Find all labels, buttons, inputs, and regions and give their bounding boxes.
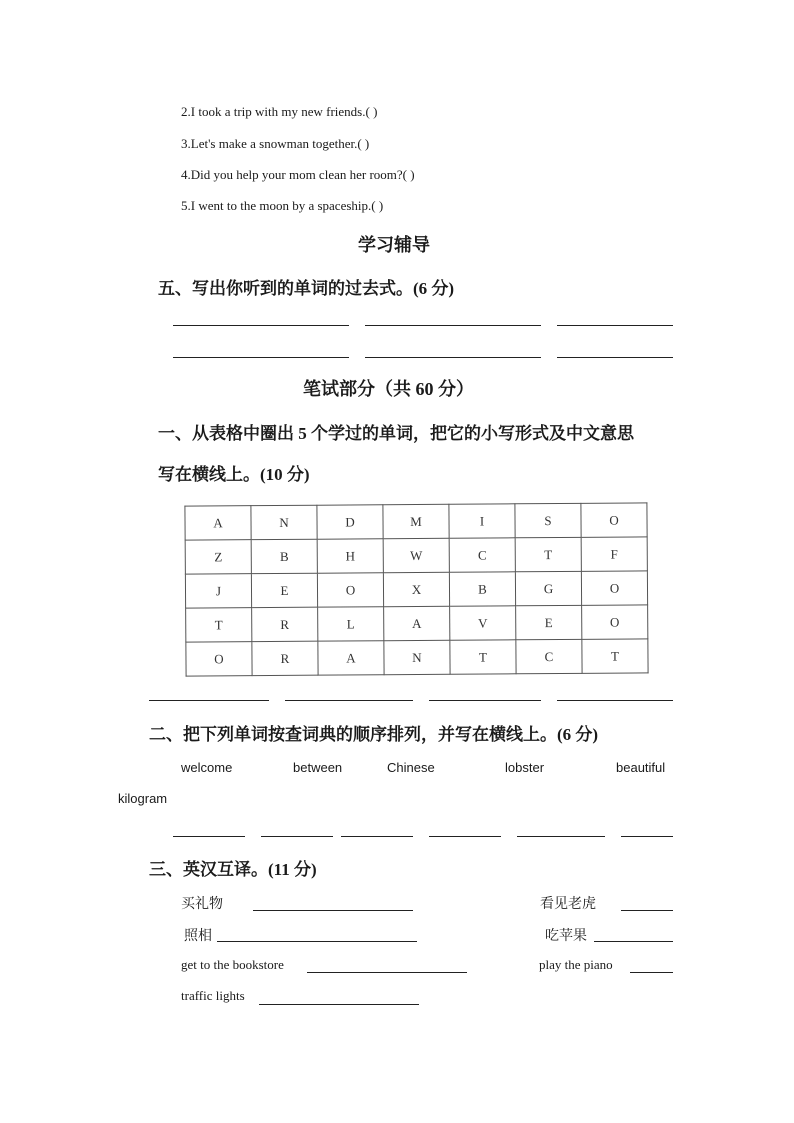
q2-word: between: [293, 760, 343, 775]
grid-cell[interactable]: E: [516, 605, 582, 639]
q2-word: kilogram: [118, 791, 168, 806]
answer-line[interactable]: [365, 325, 541, 326]
answer-line[interactable]: [173, 836, 245, 837]
answer-line[interactable]: [217, 941, 417, 942]
grid-cell[interactable]: T: [515, 537, 581, 571]
translate-item: get to the bookstore: [181, 957, 284, 972]
answer-line[interactable]: [259, 1004, 419, 1005]
translate-item: 吃苹果: [545, 929, 587, 944]
grid-row: [186, 639, 648, 676]
answer-line[interactable]: [594, 941, 673, 942]
grid-cell[interactable]: W: [383, 538, 449, 572]
q2-heading: 二、把下列单词按查词典的顺序排列，并写在横线上。(6 分): [149, 725, 599, 744]
grid-cell[interactable]: T: [582, 639, 648, 673]
section-title-study: 学习辅导: [358, 235, 430, 255]
answer-line[interactable]: [253, 910, 413, 911]
grid-row: [185, 503, 647, 540]
grid-cell[interactable]: O: [581, 571, 647, 605]
grid-cell[interactable]: E: [251, 573, 317, 607]
grid-row: [185, 571, 647, 608]
answer-line[interactable]: [557, 700, 673, 701]
grid-cell[interactable]: S: [515, 503, 581, 537]
grid-cell[interactable]: R: [252, 607, 318, 641]
answer-line[interactable]: [429, 700, 541, 701]
letter-grid: [184, 502, 648, 676]
grid-row: [186, 605, 648, 642]
grid-cell[interactable]: B: [251, 539, 317, 573]
answer-line[interactable]: [557, 357, 673, 358]
grid-cell[interactable]: H: [317, 539, 383, 573]
answer-line[interactable]: [621, 910, 673, 911]
grid-cell[interactable]: A: [318, 641, 384, 675]
grid-cell[interactable]: L: [318, 607, 384, 641]
translate-item: play the piano: [539, 957, 613, 972]
answer-line[interactable]: [173, 325, 349, 326]
answer-line[interactable]: [261, 836, 333, 837]
grid-cell[interactable]: F: [581, 537, 647, 571]
answer-line[interactable]: [285, 700, 413, 701]
q1-heading-line2: 写在横线上。(10 分): [158, 465, 310, 484]
written-part-title: 笔试部分（共 60 分）: [303, 379, 474, 399]
answer-line[interactable]: [307, 972, 467, 973]
answer-line[interactable]: [341, 836, 413, 837]
grid-cell[interactable]: O: [186, 642, 252, 676]
grid-cell[interactable]: G: [515, 571, 581, 605]
answer-line[interactable]: [517, 836, 605, 837]
grid-cell[interactable]: O: [581, 503, 647, 537]
translate-item: traffic lights: [181, 988, 245, 1003]
answer-line[interactable]: [557, 325, 673, 326]
grid-cell[interactable]: N: [384, 640, 450, 674]
grid-cell[interactable]: C: [449, 538, 515, 572]
grid-cell[interactable]: D: [317, 505, 383, 539]
grid-cell[interactable]: A: [185, 506, 251, 540]
grid-cell[interactable]: M: [383, 504, 449, 538]
grid-cell[interactable]: X: [383, 572, 449, 606]
listening-item-4: 4.Did you help your mom clean her room?( ): [181, 167, 415, 182]
grid-cell[interactable]: R: [252, 641, 318, 675]
answer-line[interactable]: [149, 700, 269, 701]
grid-cell[interactable]: I: [449, 504, 515, 538]
grid-cell[interactable]: C: [516, 639, 582, 673]
q2-word: beautiful: [616, 760, 666, 775]
grid-row: [185, 537, 647, 574]
translate-item: 照相: [184, 929, 212, 944]
grid-cell[interactable]: V: [450, 606, 516, 640]
grid-cell[interactable]: Z: [185, 540, 251, 574]
listening-item-3: 3.Let's make a snowman together.( ): [181, 136, 370, 151]
q3-heading: 三、英汉互译。(11 分): [149, 860, 317, 879]
grid-cell[interactable]: T: [186, 608, 252, 642]
grid-cell[interactable]: O: [317, 573, 383, 607]
grid-cell[interactable]: T: [450, 640, 516, 674]
q1-heading-line1: 一、从表格中圈出 5 个学过的单词，把它的小写形式及中文意思: [158, 424, 634, 443]
answer-line[interactable]: [621, 836, 673, 837]
translate-item: 买礼物: [181, 897, 223, 912]
grid-cell[interactable]: O: [582, 605, 648, 639]
answer-line[interactable]: [429, 836, 501, 837]
grid-cell[interactable]: J: [185, 574, 251, 608]
q2-word: Chinese: [387, 760, 435, 775]
q2-word: welcome: [181, 760, 233, 775]
q2-word: lobster: [505, 760, 545, 775]
translate-item: 看见老虎: [540, 897, 596, 912]
answer-line[interactable]: [365, 357, 541, 358]
grid-cell[interactable]: N: [251, 505, 317, 539]
listening-item-2: 2.I took a trip with my new friends.( ): [181, 104, 378, 119]
grid-cell[interactable]: B: [449, 572, 515, 606]
section5-heading: 五、写出你听到的单词的过去式。(6 分): [158, 279, 455, 298]
answer-line[interactable]: [173, 357, 349, 358]
answer-line[interactable]: [630, 972, 673, 973]
listening-item-5: 5.I went to the moon by a spaceship.( ): [181, 198, 384, 213]
grid-cell[interactable]: A: [384, 606, 450, 640]
